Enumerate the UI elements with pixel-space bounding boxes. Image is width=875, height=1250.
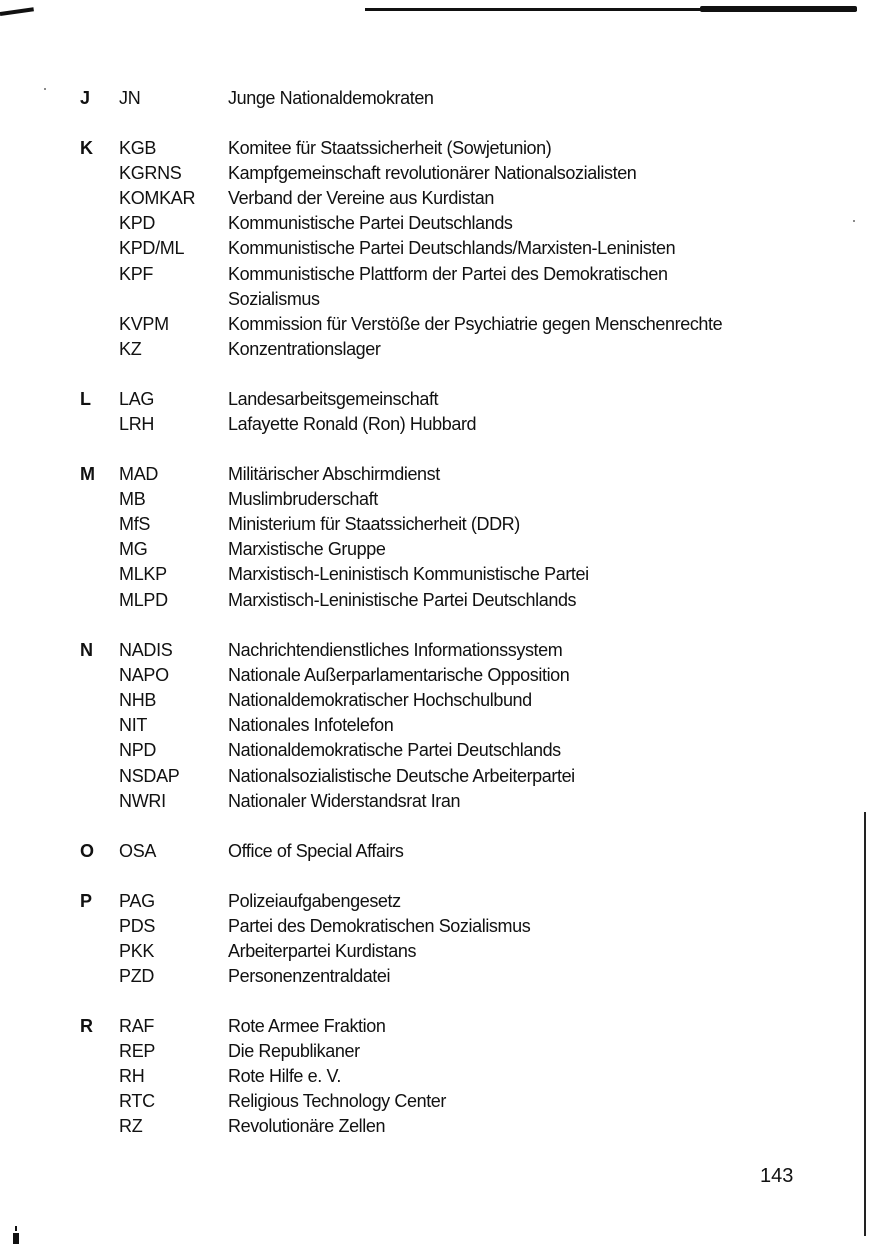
definition: Landesarbeitsgemeinschaft (228, 389, 439, 409)
abbreviation: PDS (119, 916, 156, 937)
abbreviation: NAPO (119, 665, 169, 686)
definition: Lafayette Ronald (Ron) Hubbard (228, 414, 477, 435)
abbreviation: NIT (119, 715, 148, 736)
abbreviation: KGRNS (119, 163, 182, 184)
definition: Nationaldemokratische Partei Deutschlands (228, 740, 561, 761)
abbreviation: KPD (119, 213, 156, 234)
section-letter: R (80, 1016, 93, 1036)
definition: Revolutionäre Zellen (228, 1116, 386, 1137)
abbreviation: LAG (119, 389, 155, 409)
definition: Marxistisch-Leninistisch Kommunistische Partei (228, 564, 589, 585)
section-letter: N (80, 640, 93, 660)
definition: Kommunistische Plattform der Partei des Demokratischen Sozialismus (228, 263, 668, 309)
abbreviation: MLPD (119, 589, 168, 610)
abbreviation: PKK (119, 941, 155, 962)
section-letter: P (80, 891, 93, 911)
abbreviation: MAD (119, 464, 159, 484)
abbreviation: KGB (119, 138, 157, 158)
definition: Nachrichtendienstliches Informationssystem (228, 640, 563, 660)
definition: Religious Technology Center (228, 1091, 447, 1112)
scan-speck (853, 220, 855, 222)
abbreviation: RAF (119, 1016, 155, 1036)
abbreviation: RTC (119, 1091, 155, 1112)
definition: Rote Armee Fraktion (228, 1016, 386, 1036)
definition: Nationalsozialistische Deutsche Arbeiterpartei (228, 765, 575, 786)
abbreviation: NSDAP (119, 765, 180, 786)
definition: Polizeiaufgabengesetz (228, 891, 401, 911)
abbreviation: NWRI (119, 790, 166, 811)
abbreviation: OSA (119, 841, 157, 861)
definition: Nationaler Widerstandsrat Iran (228, 790, 461, 811)
definition: Junge Nationaldemokraten (228, 88, 434, 108)
scan-corner-mark (0, 7, 34, 16)
definition: Militärischer Abschirmdienst (228, 464, 440, 484)
definition: Marxistische Gruppe (228, 539, 386, 560)
abbreviation: KVPM (119, 313, 169, 334)
abbreviation: MfS (119, 514, 151, 535)
abbreviation: KOMKAR (119, 188, 196, 209)
abbreviation: RH (119, 1066, 145, 1087)
abbreviation: NADIS (119, 640, 173, 660)
definition: Nationales Infotelefon (228, 715, 394, 736)
section-letter: K (80, 138, 93, 158)
definition: Rote Hilfe e. V. (228, 1066, 341, 1087)
abbreviation: MB (119, 489, 146, 510)
abbreviation: MG (119, 539, 148, 560)
definition: Kommunistische Partei Deutschlands/Marxisten-Leninisten (228, 238, 676, 259)
definition: Personenzentraldatei (228, 966, 391, 987)
definition: Verband der Vereine aus Kurdistan (228, 188, 494, 209)
definition: Komitee für Staatssicherheit (Sowjetunion) (228, 138, 552, 158)
definition: Nationaldemokratischer Hochschulbund (228, 690, 532, 711)
definition: Kommission für Verstöße der Psychiatrie gegen Menschenrechte (228, 313, 723, 334)
section-letter: L (80, 389, 91, 409)
definition: Office of Special Affairs (228, 841, 404, 861)
scan-margin-line (864, 812, 866, 1236)
scan-speck (44, 88, 46, 90)
definition: Kampfgemeinschaft revolutionärer Nationalsozialisten (228, 163, 637, 184)
abbreviation: LRH (119, 414, 155, 435)
abbreviation: KPD/ML (119, 238, 185, 259)
abbreviation: JN (119, 88, 141, 108)
definition: Die Republikaner (228, 1041, 360, 1062)
abbreviation: KZ (119, 338, 142, 359)
abbreviation: KPF (119, 263, 154, 284)
definition: Kommunistische Partei Deutschlands (228, 213, 513, 234)
definition: Arbeiterpartei Kurdistans (228, 941, 417, 962)
section-letter: M (80, 464, 95, 484)
abbreviation: RZ (119, 1116, 143, 1137)
abbreviation: PAG (119, 891, 155, 911)
abbreviation: PZD (119, 966, 155, 987)
section-letter: O (80, 841, 95, 861)
scan-top-rule-thick (700, 6, 857, 12)
abbreviation: NHB (119, 690, 157, 711)
section-letter: J (80, 88, 91, 108)
definition: Marxistisch-Leninistische Partei Deutschlands (228, 589, 577, 610)
page-number: 143 (760, 1165, 794, 1187)
abbreviation: NPD (119, 740, 157, 761)
scan-bottom-mark (11, 1226, 21, 1244)
definition: Konzentrationslager (228, 338, 381, 359)
definition: Ministerium für Staatssicherheit (DDR) (228, 514, 520, 535)
definition: Nationale Außerparlamentarische Opposition (228, 665, 570, 686)
definition: Partei des Demokratischen Sozialismus (228, 916, 531, 937)
abbreviation: REP (119, 1041, 156, 1062)
definition: Muslimbruderschaft (228, 489, 378, 510)
abbreviation: MLKP (119, 564, 167, 585)
